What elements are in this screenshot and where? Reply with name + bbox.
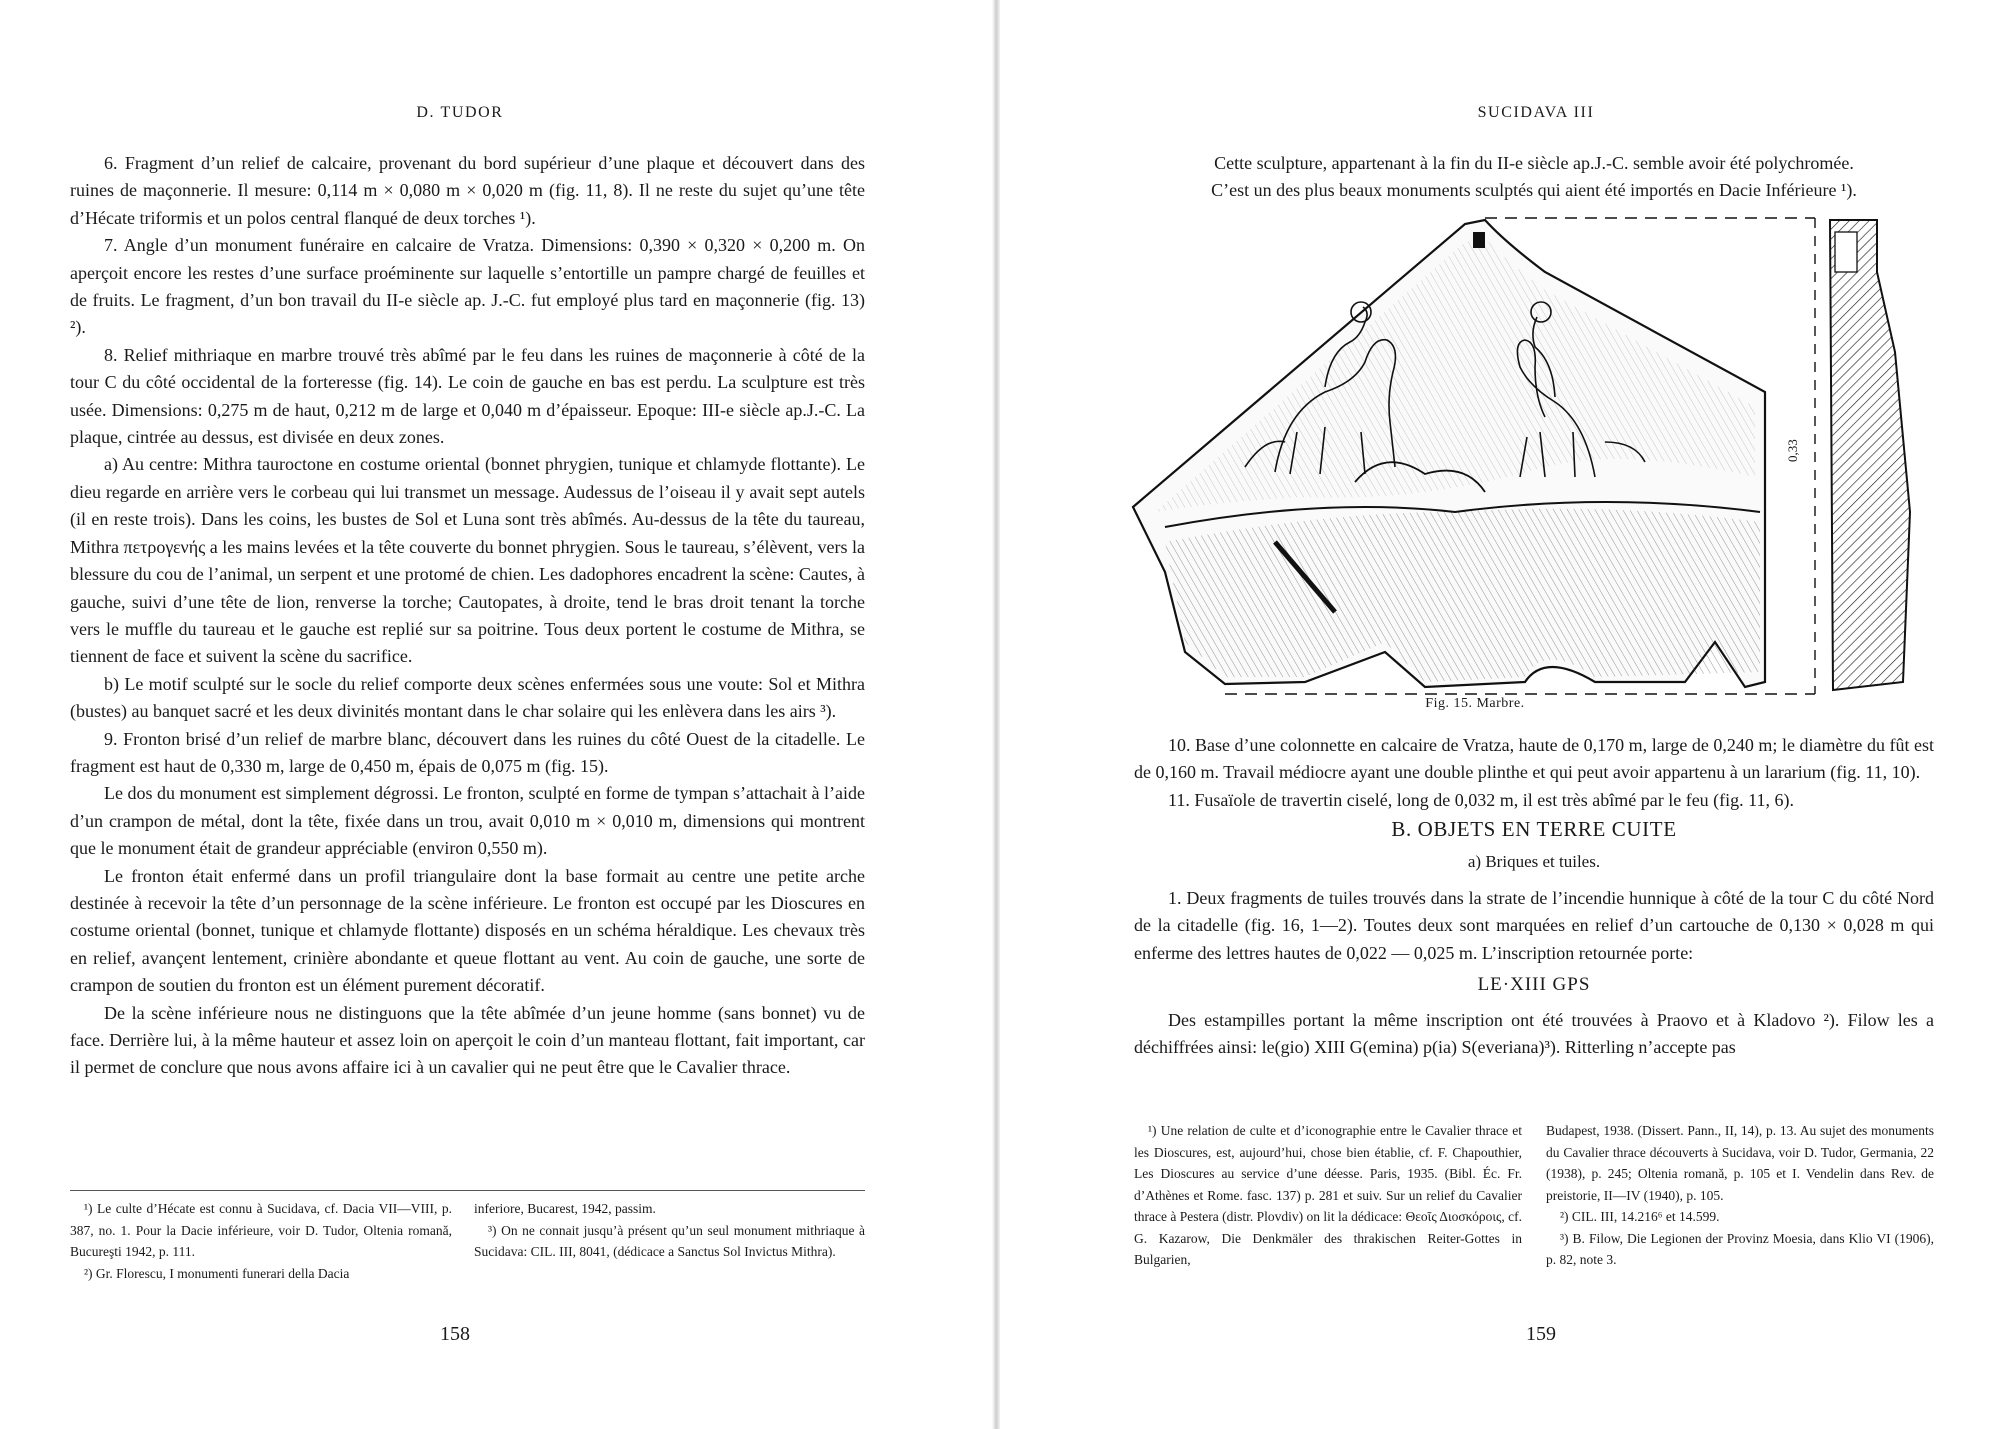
paragraph-10: 10. Base d’une colonnette en calcaire de Vratza, haute de 0,170 m, large de 0,240 m; le diamètre du fût est de 0,160 m. Travail médiocre ayant une double plinthe et qui peut avoir appartenu à un lararium (fig. 11, 10). xyxy=(1134,735,1934,783)
right-body xyxy=(1134,732,1934,1061)
paragraph-9-scene: De la scène inférieure nous ne distinguons que la tête abîmée d’un jeune homme (sans bonnet) vu de face. Derrière lui, à la même hauteur et assez loin on aperçoit le coin d’un manteau flottant, fait important, car il permet de conclure que nous avons affaire ici à un cavalier qui ne peut être que le Cavalier thrace. xyxy=(70,1002,865,1078)
paragraph-7: 7. Angle d’un monument funéraire en calcaire de Vratza. Dimensions: 0,390 × 0,320 × 0,200 m. On aperçoit encore les restes d’une surface proéminente sur laquelle s’entortille un pampre chargé de feuilles et de fruits. Le fragment, d’un bon travail du II-e siècle ap. J.-C. fut employé plus tard en maçonnerie (fig. 13) ²). xyxy=(70,235,865,338)
footnote-separator-left xyxy=(70,1190,865,1191)
paragraph-8b: b) Le motif sculpté sur le socle du relief comporte deux scènes enfermées sous une voute: Sol et Mithra (bustes) au banquet sacré et les deux divinités montant dans le char solaire qui les enlèvera dans les airs ³). xyxy=(70,673,865,722)
paragraph-8a: a) Au centre: Mithra tauroctone en costume oriental (bonnet phrygien, tunique et chlamyde flottante). Le dieu regarde en arrière vers le corbeau qui lui transmet un message. Audessus de l’oiseau il y avait sept autels (il en reste trois). Dans les coins, les bustes de Sol et Luna sont très abîmés. Au-dessus de la tête du taureau, Mithra πετρογενής a les mains levées et la tête couverte du bonnet phrygien. Sous le taureau, s’élèvent, vers la blessure du cou de l’animal, un serpent et une protomé de chien. Les dadophores encadrent la scène: Cautes, à gauche, suivi d’une tête de lion, renverse la torche; Cautopates, à droite, tend le bras droit tenant la torche vers le muffle du taureau et le gauche est replié sur sa poitrine. Tous deux portent le costume de Mithra, se tiennent de face et suivent la scène du sacrifice. xyxy=(70,454,866,667)
footnote-column-right-1 xyxy=(1134,1120,1522,1271)
intro-line-2: C’est un des plus beaux monuments sculptés qui aient été importés en Dacie Inférieure ¹). xyxy=(1211,180,1857,201)
inscription: LE·XIII GPS xyxy=(1477,974,1591,996)
paragraph-9-dos: Le dos du monument est simplement dégrossi. Le fronton, sculpté en forme de tympan s’attachait à l’aide d’un crampon de métal, dont la tête, fixée dans un trou, avait 0,010 m × 0,010 m, dimensions qui montrent que le monument était de grandeur appréciable (environ 0,550 m). xyxy=(70,783,865,859)
footnote-3: ³) On ne connait jusqu’à présent qu’un seul monument mithriaque à Sucidava: CIL. III, 8041, (dédicace a Sanctus Sol Invictus Mithra). xyxy=(474,1222,865,1259)
section-heading: B. OBJETS EN TERRE CUITE xyxy=(1391,817,1677,842)
paragraph-estampilles: Des estampilles portant la même inscription ont été trouvées à Praovo et à Kladovo ²). Filow les a déchiffrées ainsi: le(gio) XIII G(emina) p(ia) S(everiana)³). Ritterling n’accepte pas xyxy=(1134,1009,1934,1058)
footnote-right-2: ²) CIL. III, 14.216⁶ et 14.599. xyxy=(1560,1209,1720,1224)
paragraph-9: 9. Fronton brisé d’un relief de marbre blanc, découvert dans les ruines du côté Ouest de la citadelle. Le fragment est haut de 0,330 m, large de 0,450 m, épais de 0,075 m (fig. 15). xyxy=(70,728,865,776)
footnote-column-1 xyxy=(70,1198,452,1284)
left-page xyxy=(0,0,996,1429)
running-header-left: D. TUDOR xyxy=(416,104,504,121)
paragraph-11: 11. Fusaïole de travertin ciselé, long de 0,032 m, il est très abîmé par le feu (fig. 11, 6). xyxy=(1168,789,1794,810)
footnote-right-1: ¹) Une relation de culte et d’iconographie entre le Cavalier thrace et les Dioscures, est, aujourd’hui, chose bien établie, cf. F. Chapouthier, Les Dioscures au service d’une déesse. Paris, 1935. (Bibl. Éc. Fr. d’Athènes et Rome. fasc. 137) p. 281 et suiv. Sur un relief du Cavalier thrace à Pestera (distr. Plovdiv) on lit la dédicace: Θεοῖς Διοσκόροις, cf. G. Kazarow, Die Denkmäler des thrakischen Reiter-Gottes in Bulgarien, xyxy=(1134,1123,1522,1267)
footnote-column-right-2 xyxy=(1546,1120,1934,1271)
page-number-left: 158 xyxy=(440,1323,470,1345)
footnotes-right xyxy=(1134,1120,1934,1310)
footnote-right-1-cont: Budapest, 1938. (Dissert. Pann., II, 14), p. 13. Au sujet des monuments du Cavalier thrace découverts à Sucidava, voir D. Tudor, Germania, 22 (1938), p. 245; Oltenia romană, p. 105 et I. Vendelin dans Rev. de preistorie, II—IV (1940), p. 105. xyxy=(1546,1123,1934,1203)
paragraph-8: 8. Relief mithriaque en marbre trouvé très abîmé par le feu dans les ruines de maçonnerie à côté de la tour C du côté occidental de la forteresse (fig. 14). Le coin de gauche en bas est perdu. La sculpture est très usée. Dimensions: 0,275 m de haut, 0,212 m de large et 0,040 m d’épaisseur. Epoque: III-e siècle ap.J.-C. La plaque, cintrée au dessus, est divisée en deux zones. xyxy=(70,344,865,448)
fronton-relief-drawing xyxy=(1125,212,1940,702)
footnote-1: ¹) Le culte d’Hécate est connu à Sucidava, cf. Dacia VII—VIII, p. 387, no. 1. Pour la Dacie inférieure, voir D. Tudor, Oltenia romană, Bucureşti 1942, p. 111. xyxy=(70,1201,452,1259)
intro-line-1: Cette sculpture, appartenant à la fin du II-e siècle ap.J.-C. semble avoir été polychromée. xyxy=(1214,153,1854,173)
left-body xyxy=(70,150,865,1082)
footnote-2-cont: inferiore, Bucarest, 1942, passim. xyxy=(474,1201,656,1216)
footnote-column-2 xyxy=(474,1198,865,1263)
figure-caption: Fig. 15. Marbre. xyxy=(1425,696,1525,711)
paragraph-6: 6. Fragment d’un relief de calcaire, provenant du bord supérieur d’une plaque et découvert dans des ruines de maçonnerie. Il mesure: 0,114 m × 0,080 m × 0,020 m (fig. 11, 8). Il ne reste du sujet qu’une tête d’Hécate triformis et un polos central flanqué de deux torches ¹). xyxy=(70,153,865,228)
footnote-2: ²) Gr. Florescu, I monumenti funerari della Dacia xyxy=(84,1265,350,1281)
dimension-label: 0,33 xyxy=(1785,439,1800,462)
paragraph-9-fronton: Le fronton était enfermé dans un profil triangulaire dont la base formait au centre une petite arche destinée à recevoir la tête d’un personnage de la scène inférieure. Le fronton est occupé par les Dioscures en costume oriental (bonnet, tunique et chlamyde flottante) disposés en un schéma héraldique. Les chevaux très en relief, avançent lentement, crinière abondante et queue flottant au vent. Au coin de gauche, une sorte de crampon de soutien du fronton est un élément purement décoratif. xyxy=(70,865,865,996)
page-number-right: 159 xyxy=(1526,1323,1556,1345)
right-intro xyxy=(1134,150,1934,205)
footnote-right-3: ³) B. Filow, Die Legionen der Provinz Moesia, dans Klio VI (1906), p. 82, note 3. xyxy=(1546,1230,1934,1267)
running-header-right: SUCIDAVA III xyxy=(1477,104,1595,121)
paragraph-tuiles: 1. Deux fragments de tuiles trouvés dans la strate de l’incendie hunnique à côté de la tour C du côté Nord de la citadelle (fig. 16, 1—2). Toutes deux sont marquées en relief d’un cartouche de 0,130 × 0,028 m qui enferme des lettres hautes de 0,022 — 0,025 m. L’inscription retournée porte: xyxy=(1134,888,1934,963)
subheading: a) Briques et tuiles. xyxy=(1467,851,1601,871)
footnotes-left xyxy=(70,1198,865,1308)
